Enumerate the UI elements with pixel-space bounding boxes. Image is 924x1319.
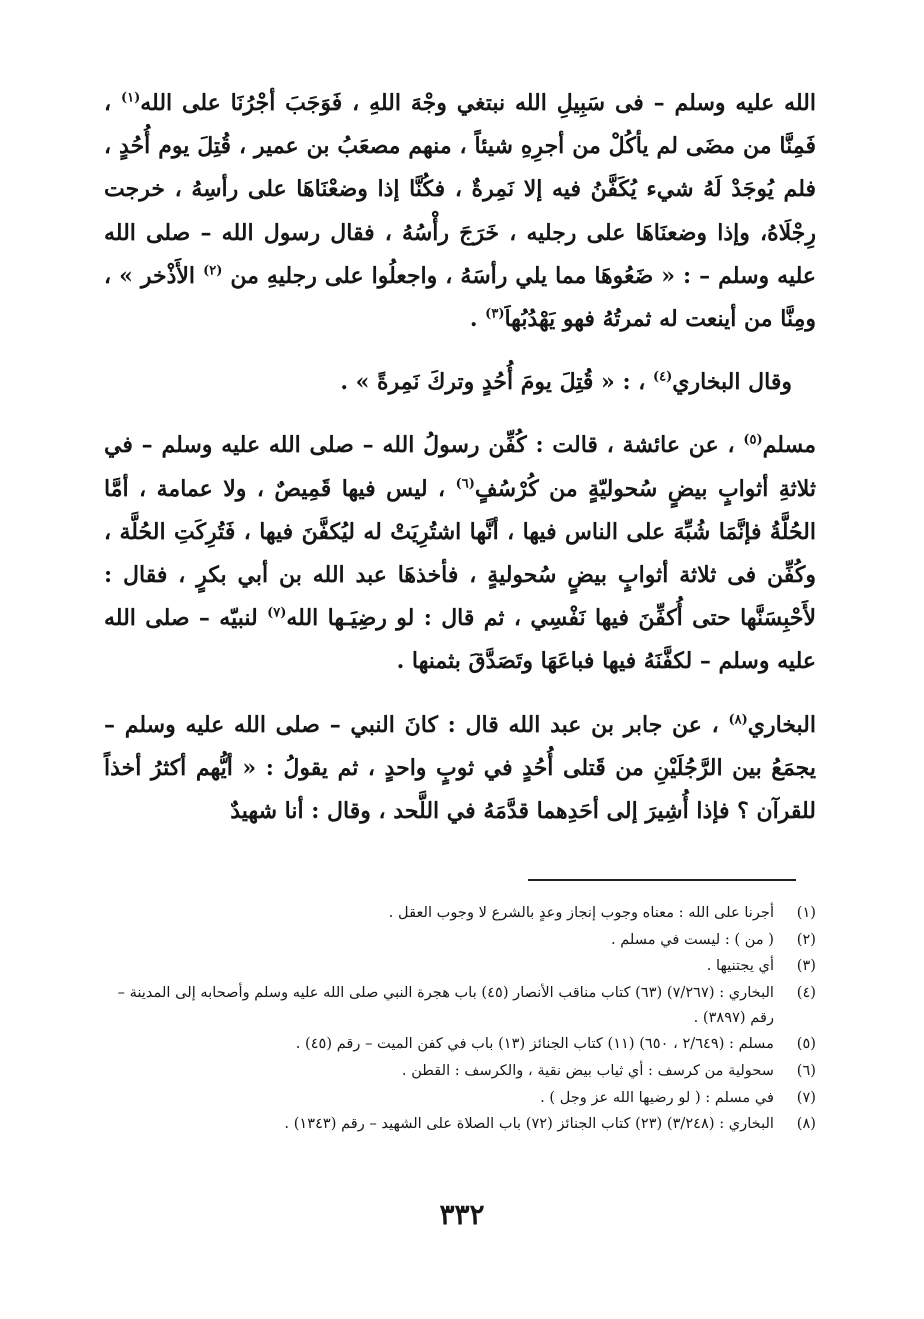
footnote-number: (٣) — [796, 957, 816, 975]
footnote-text: أي يجتنيها . — [706, 957, 774, 975]
paragraph-4-text-b: ، عن جابر بن عبد الله قال : كانَ النبي – صلى الله عليه وسلم – يجمَعُ بين الرَّجُلَيْنِ من قَتلى أُحُدٍ في ثوبٍ واحدٍ ، ثم يقولُ : « أيُّهم أكثرُ أخذاً للقرآن ؟ فإذا أُشِيرَ إلى أحَدِهما قدَّمَهُ في اللَّحد ، وقال : أنا شهيدٌ — [104, 711, 816, 825]
paragraph-2 — [104, 361, 816, 404]
footnote-text: البخاري : (٣/٢٤٨) (٢٣) كتاب الجنائز (٧٢) باب الصلاة على الشهيد – رقم (١٣٤٣) . — [284, 1115, 774, 1133]
footnotes-block — [104, 900, 816, 1138]
footnote-item — [104, 953, 816, 978]
footnote-ref-3: (٣) — [485, 306, 505, 322]
footnote-number: (٢) — [796, 930, 816, 948]
footnote-item — [104, 980, 816, 1030]
paragraph-3 — [104, 424, 816, 683]
paragraph-1-text-d: . — [469, 306, 486, 333]
footnote-number: (٤) — [796, 983, 816, 1001]
footnote-text: سحولية من كرسف : أي ثياب بيض نقية ، والكرسف : القطن . — [401, 1061, 774, 1079]
footnote-item — [104, 1111, 816, 1136]
footnote-item — [104, 900, 816, 925]
footnote-number: (١) — [796, 904, 816, 921]
footnote-ref-8: (٨) — [728, 712, 748, 728]
footnote-text: البخاري : (٧/٢٦٧) (٦٣) كتاب مناقب الأنصار (٤٥) باب هجرة النبي صلى الله عليه وسلم وأصحابه إلى المدينة – رقم (٣٨٩٧) . — [117, 983, 774, 1026]
footnote-number: (٥) — [796, 1035, 816, 1053]
main-text-block — [104, 82, 816, 833]
footnote-ref-7: (٧) — [267, 605, 287, 621]
footnote-ref-1: (١) — [120, 90, 141, 106]
paragraph-2-text-b: ، : « قُتِلَ يومَ أُحُدٍ وتركَ نَمِرةً » . — [340, 369, 653, 396]
footnote-item — [104, 1058, 816, 1083]
paragraph-4 — [104, 704, 816, 834]
footnote-number: (٧) — [796, 1088, 816, 1106]
footnote-ref-5: (٥) — [743, 433, 763, 449]
footnote-text: في مسلم : ( لو رضيها الله عز وجل ) . — [540, 1088, 774, 1106]
footnote-item — [104, 1031, 816, 1056]
footnote-text: ( من ) : ليست في مسلم . — [610, 930, 774, 948]
paragraph-1-text-b: ، فَمِنَّا من مضَى لم يأكُلْ من أجرِهِ شيئاً ، منهم مصعَبُ بن عمير ، قُتِلَ يوم أُحُدٍ ، فلم يُوجَدْ لَهُ شيء يُكَفَّنُ فيه إلا نَمِرةٌ ، فكُنَّا إذا وضعْنَاهَا على رأسِهُ ، خرجت رِجْلَاهُ، وإذا وضعنَاهَا على رجليه ، خَرَجَ رأْسُهُ ، فقال رسول الله – صلى الله عليه وسلم – : « ضَعُوهَا مما يلي رأسَهُ ، واجعلُوا على رجليهِ من — [104, 90, 816, 289]
footnote-ref-6: (٦) — [455, 476, 475, 492]
footnote-ref-4: (٤) — [653, 369, 673, 385]
paragraph-1-text-c: الأَذْخر » ، ومِنَّا من أينعت له ثمرتُهُ فهو يَهْدُبُهاَ — [104, 262, 816, 333]
footnote-separator — [528, 879, 796, 881]
footnote-item — [104, 927, 816, 952]
footnote-number: (٨) — [796, 1115, 816, 1133]
paragraph-4-text-a: البخاري — [747, 711, 816, 738]
footnote-text: أجرنا على الله : معناه وجوب إنجاز وعدٍ بالشرع لا وجوب العقل . — [388, 904, 774, 921]
paragraph-3-text-b: ، عن عائشة ، قالت : كُفِّن رسولُ الله – صلى الله عليه وسلم – في ثلاثةِ أثوابٍ بيضٍ سُحوليّةٍ من كُرْسُفٍ — [104, 432, 816, 502]
footnote-text: مسلم : (٢/٦٤٩ ، ٦٥٠) (١١) كتاب الجنائز (١٣) باب في كفن الميت – رقم (٤٥) . — [295, 1035, 774, 1053]
footnote-ref-2: (٢) — [203, 263, 223, 279]
paragraph-3-text-c: ، ليس فيها قَمِيصٌ ، ولا عمامة ، أمَّا الحُلَّةُ فإنَّمَا شُبِّهَ على الناس فيها ، أنَّها اشتُرِيَتْ له ليُكفَّنَ فيها ، فَتُرِكَتِ الحُلَّة ، وكُفِّن فى ثلاثة أثوابٍ بيضٍ سُحوليةٍ ، فأخذهَا عبد الله بن أبي بكرٍ ، فقال : لأَحْبِسَنَّها حتى أُكفِّنَ فيها نَفْسِي ، ثم قال : لو رضِيَـها الله — [104, 475, 816, 632]
page-number: ٣٣٢ — [439, 1198, 485, 1231]
paragraph-3-text-d: لنبيّه – صلى الله عليه وسلم – لكفَّنَهُ فيها فباعَهَا وتَصَدَّقَ بثمنها . — [104, 605, 816, 675]
footnote-number: (٦) — [796, 1061, 816, 1079]
paragraph-1 — [104, 82, 816, 341]
paragraph-1-text-a: الله عليه وسلم – فى سَبِيلِ الله نبتغي وجْهَ اللهِ ، فَوَجَبَ أجْرُنَا على الله — [140, 90, 816, 116]
paragraph-2-text-a: وقال البخاري — [672, 369, 792, 396]
paragraph-3-text-a: مسلم — [762, 432, 816, 459]
footnote-item — [104, 1085, 816, 1110]
